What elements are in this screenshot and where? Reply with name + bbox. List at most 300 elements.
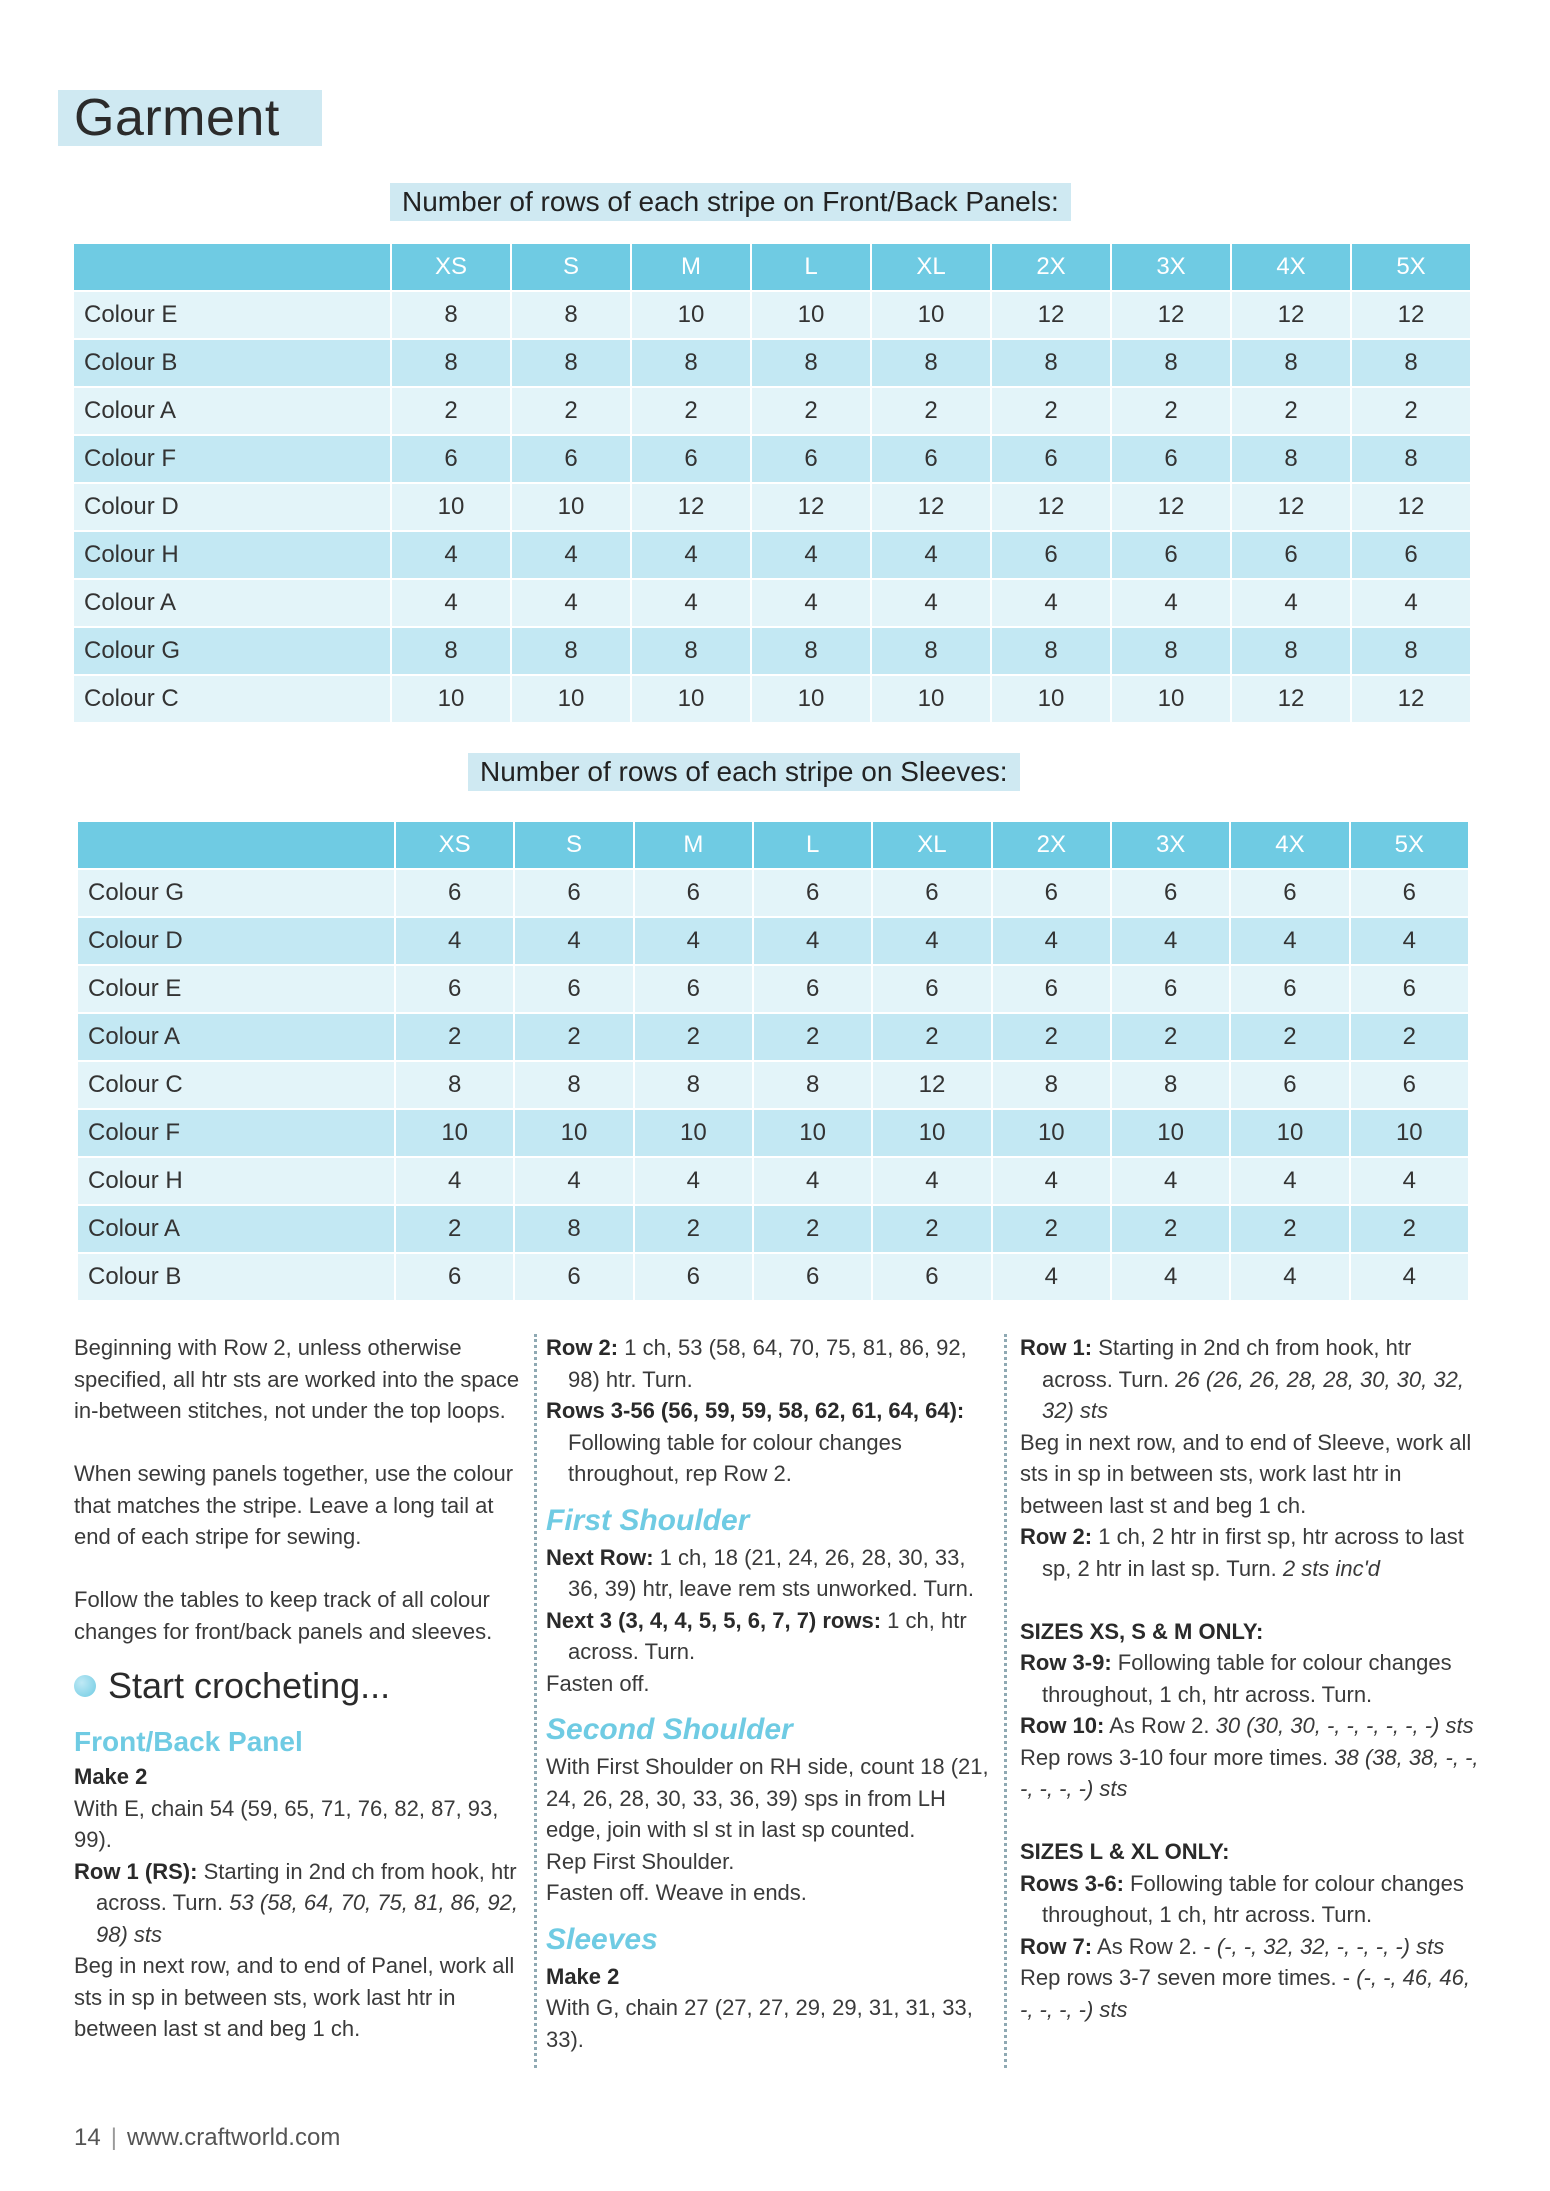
table-row <box>78 1062 1468 1110</box>
row-count-cell: 10 <box>752 676 870 724</box>
yarn-ball-icon <box>74 1675 96 1697</box>
size-header-xs: XS <box>392 244 510 292</box>
row-count-cell: 2 <box>1112 388 1230 436</box>
row-count-cell: 4 <box>512 532 630 580</box>
size-header-xl: XL <box>873 822 990 870</box>
row-count-cell: 8 <box>512 340 630 388</box>
sleeves-stripes-table <box>76 822 1470 1302</box>
colour-label: Colour H <box>78 1158 394 1206</box>
row-count-cell: 4 <box>392 532 510 580</box>
column-divider <box>1004 1334 1007 2068</box>
row-count-cell: 10 <box>1351 1110 1468 1158</box>
row-count-cell: 8 <box>635 1062 752 1110</box>
table-row <box>74 484 1470 532</box>
row-count-cell: 12 <box>992 484 1110 532</box>
stitch-count: 2 sts inc'd <box>1282 1555 1381 1581</box>
note-paragraph: With First Shoulder on RH side, count 18 (21, 24, 26, 28, 30, 33, 36, 39) sps in from LH edge, join with sl st in last sp counted. <box>546 1754 989 1842</box>
table-row <box>78 918 1468 966</box>
row-count-cell: 10 <box>752 292 870 340</box>
row-text: Starting in 2nd ch from hook, htr across. Turn. <box>96 1858 517 1915</box>
row-count-cell: 4 <box>993 1158 1110 1206</box>
row-count-cell: 12 <box>1232 484 1350 532</box>
row-count-cell: 6 <box>1112 870 1229 918</box>
row-count-cell: 4 <box>635 1158 752 1206</box>
row-count-cell: 2 <box>1112 1206 1229 1254</box>
row-count-cell: 10 <box>512 484 630 532</box>
row-count-cell: 6 <box>515 870 632 918</box>
size-header-m: M <box>635 822 752 870</box>
row-count-cell: 6 <box>1112 966 1229 1014</box>
intro-paragraph: When sewing panels together, use the colour that matches the stripe. Leave a long tail at end of each stripe for sewing. <box>74 1461 514 1549</box>
row-count-cell: 4 <box>1231 1254 1348 1302</box>
row-count-cell: 10 <box>1231 1110 1348 1158</box>
row-count-cell: 8 <box>515 1206 632 1254</box>
table-row <box>74 340 1470 388</box>
footer-divider: | <box>110 2124 117 2151</box>
row-count-cell: 6 <box>754 1254 871 1302</box>
row-count-cell: 2 <box>754 1206 871 1254</box>
row-count-cell: 8 <box>512 628 630 676</box>
row-count-cell: 4 <box>1112 580 1230 628</box>
row-count-cell: 10 <box>1112 1110 1229 1158</box>
fasten-off: Fasten off. Weave in ends. <box>546 1880 807 1905</box>
row-count-cell: 6 <box>512 436 630 484</box>
row-count-cell: 6 <box>993 966 1110 1014</box>
row-count-cell: 10 <box>872 676 990 724</box>
row-count-cell: 4 <box>872 532 990 580</box>
row-count-cell: 4 <box>635 918 752 966</box>
row-count-cell: 2 <box>752 388 870 436</box>
row-count-cell: 6 <box>392 436 510 484</box>
row-count-cell: 2 <box>754 1014 871 1062</box>
row-instruction <box>546 1605 994 1668</box>
table-row <box>74 580 1470 628</box>
row-count-cell: 8 <box>872 340 990 388</box>
row-count-cell: 6 <box>635 870 752 918</box>
row-count-cell: 2 <box>396 1206 513 1254</box>
row-count-cell: 10 <box>632 676 750 724</box>
row-text: Following table for colour changes throughout, 1 ch, htr across. Turn. <box>1042 1650 1452 1707</box>
footer-url[interactable]: www.craftworld.com <box>126 2124 341 2151</box>
row-count-cell: 4 <box>873 918 990 966</box>
make-count: Make 2 <box>74 1764 148 1789</box>
row-count-cell: 8 <box>992 628 1110 676</box>
start-heading <box>74 1661 522 1711</box>
stitch-count: 30 (30, 30, -, -, -, -, -, -) sts <box>1215 1713 1474 1738</box>
table-row <box>78 1158 1468 1206</box>
row-count-cell: 6 <box>1231 966 1348 1014</box>
row-count-cell: 2 <box>992 388 1110 436</box>
colour-label: Colour B <box>74 340 390 388</box>
colour-label: Colour A <box>74 580 390 628</box>
intro-paragraph: Beginning with Row 2, unless otherwise specified, all htr sts are worked into the space in-between stitches, not under the top loops. <box>74 1335 520 1423</box>
row-count-cell: 4 <box>752 580 870 628</box>
row-count-cell: 4 <box>754 1158 871 1206</box>
row-count-cell: 12 <box>872 484 990 532</box>
row-count-cell: 2 <box>635 1014 752 1062</box>
table-row <box>74 388 1470 436</box>
row-count-cell: 6 <box>752 436 870 484</box>
note-paragraph: Beg in next row, and to end of Panel, work all sts in sp in between sts, work last htr in between last st and beg 1 ch. <box>74 1953 515 2041</box>
row-count-cell: 6 <box>1112 436 1230 484</box>
row-count-cell: 12 <box>873 1062 990 1110</box>
repeat-text: Rep rows 3-10 four more times. <box>1020 1744 1335 1770</box>
row-count-cell: 10 <box>993 1110 1110 1158</box>
row-count-cell: 12 <box>632 484 750 532</box>
row-count-cell: 4 <box>392 580 510 628</box>
row-count-cell: 6 <box>993 870 1110 918</box>
row-count-cell: 6 <box>635 1254 752 1302</box>
row-text: 1 ch, 2 htr in first sp, htr across to last sp, 2 htr in last sp. Turn. <box>1042 1524 1464 1581</box>
colour-label: Colour F <box>78 1110 394 1158</box>
colour-label: Colour A <box>78 1206 394 1254</box>
row-count-cell: 8 <box>993 1062 1110 1110</box>
size-header-5x: 5X <box>1352 244 1470 292</box>
row-text: 1 ch, 53 (58, 64, 70, 75, 81, 86, 92, 98) htr. Turn. <box>568 1335 967 1392</box>
row-count-cell: 6 <box>992 532 1110 580</box>
row-label: Row 2: <box>1020 1524 1093 1549</box>
row-count-cell: 12 <box>1112 292 1230 340</box>
row-count-cell: 6 <box>515 966 632 1014</box>
column-divider <box>534 1334 537 2068</box>
row-count-cell: 2 <box>993 1206 1110 1254</box>
row-count-cell: 12 <box>1352 676 1470 724</box>
row-count-cell: 6 <box>1231 870 1348 918</box>
row-instruction <box>546 1332 994 1395</box>
table-row <box>78 966 1468 1014</box>
row-count-cell: 2 <box>993 1014 1110 1062</box>
row-count-cell: 4 <box>1112 1254 1229 1302</box>
row-count-cell: 6 <box>1351 1062 1468 1110</box>
row-instruction <box>1020 1710 1480 1742</box>
row-count-cell: 2 <box>873 1014 990 1062</box>
row-count-cell: 2 <box>1351 1206 1468 1254</box>
row-count-cell: 8 <box>752 628 870 676</box>
size-header-2x: 2X <box>993 822 1110 870</box>
row-count-cell: 4 <box>872 580 990 628</box>
first-shoulder-heading: First Shoulder <box>546 1503 750 1537</box>
sizes-heading: SIZES XS, S & M ONLY: <box>1020 1618 1264 1644</box>
row-count-cell: 8 <box>632 340 750 388</box>
row-count-cell: 6 <box>873 870 990 918</box>
row-count-cell: 8 <box>1352 628 1470 676</box>
front-back-table-caption: Number of rows of each stripe on Front/Back Panels: <box>390 183 1071 221</box>
row-label: Rows 3-6: <box>1020 1870 1124 1896</box>
row-count-cell: 6 <box>1232 532 1350 580</box>
row-count-cell: 6 <box>396 1254 513 1302</box>
row-count-cell: 2 <box>1231 1206 1348 1254</box>
table-row <box>78 1014 1468 1062</box>
row-count-cell: 4 <box>754 918 871 966</box>
size-header-5x: 5X <box>1351 822 1468 870</box>
row-count-cell: 4 <box>512 580 630 628</box>
row-text: Starting in 2nd ch from hook, htr across. Turn. <box>1042 1335 1412 1392</box>
row-count-cell: 4 <box>993 918 1110 966</box>
row-count-cell: 4 <box>1351 918 1468 966</box>
row-text: 1 ch, htr across. Turn. <box>568 1607 967 1664</box>
size-header-m: M <box>632 244 750 292</box>
size-header-l: L <box>752 244 870 292</box>
row-count-cell: 8 <box>632 628 750 676</box>
row-instruction <box>546 1542 994 1605</box>
row-label: Row 1: <box>1020 1335 1093 1360</box>
page-footer <box>74 2124 340 2152</box>
row-label: Next Row: <box>546 1544 654 1570</box>
row-instruction <box>74 1856 522 1951</box>
colour-label: Colour E <box>74 292 390 340</box>
sizes-heading: SIZES L & XL ONLY: <box>1020 1839 1230 1864</box>
row-count-cell: 2 <box>1112 1014 1229 1062</box>
row-count-cell: 12 <box>992 292 1110 340</box>
row-count-cell: 12 <box>1352 484 1470 532</box>
size-header-4x: 4X <box>1232 244 1350 292</box>
sleeves-heading: Sleeves <box>546 1922 658 1956</box>
table-row <box>74 532 1470 580</box>
colour-label: Colour G <box>74 628 390 676</box>
table-header-row <box>74 244 1470 292</box>
fasten-off: Fasten off. <box>546 1670 650 1696</box>
colour-label: Colour C <box>74 676 390 724</box>
row-count-cell: 4 <box>1351 1158 1468 1206</box>
repeat-text: Rep rows 3-7 seven more times. - <box>1020 1965 1357 1990</box>
row-count-cell: 10 <box>632 292 750 340</box>
table-row <box>78 1110 1468 1158</box>
row-count-cell: 8 <box>1232 340 1350 388</box>
intro-paragraph: Follow the tables to keep track of all colour changes for front/back panels and sleeves. <box>74 1587 493 1644</box>
chain-instruction: With E, chain 54 (59, 65, 71, 76, 82, 87, 93, 99). <box>74 1795 499 1852</box>
stitch-count: 53 (58, 64, 70, 75, 81, 86, 92, 98) sts <box>96 1890 518 1947</box>
row-count-cell: 10 <box>754 1110 871 1158</box>
row-count-cell: 2 <box>872 388 990 436</box>
row-count-cell: 10 <box>635 1110 752 1158</box>
row-count-cell: 12 <box>1232 292 1350 340</box>
row-count-cell: 6 <box>1351 966 1468 1014</box>
row-count-cell: 10 <box>872 292 990 340</box>
row-count-cell: 8 <box>754 1062 871 1110</box>
table-row <box>74 676 1470 724</box>
row-instruction <box>1020 1521 1480 1584</box>
row-count-cell: 8 <box>1352 436 1470 484</box>
size-header-s: S <box>512 244 630 292</box>
front-back-panel-heading: Front/Back Panel <box>74 1726 303 1757</box>
row-count-cell: 6 <box>873 1254 990 1302</box>
size-header-4x: 4X <box>1231 822 1348 870</box>
row-count-cell: 6 <box>515 1254 632 1302</box>
row-count-cell: 8 <box>392 340 510 388</box>
row-count-cell: 8 <box>752 340 870 388</box>
row-count-cell: 4 <box>993 1254 1110 1302</box>
row-instruction <box>546 1395 994 1490</box>
row-count-cell: 6 <box>754 870 871 918</box>
row-count-cell: 4 <box>632 580 750 628</box>
row-count-cell: 4 <box>1112 918 1229 966</box>
row-count-cell: 4 <box>515 918 632 966</box>
row-count-cell: 4 <box>396 918 513 966</box>
row-count-cell: 12 <box>1112 484 1230 532</box>
row-count-cell: 8 <box>1232 436 1350 484</box>
row-count-cell: 8 <box>1352 340 1470 388</box>
row-count-cell: 6 <box>1112 532 1230 580</box>
row-count-cell: 4 <box>752 532 870 580</box>
row-count-cell: 4 <box>992 580 1110 628</box>
table-row <box>78 870 1468 918</box>
row-count-cell: 2 <box>515 1014 632 1062</box>
row-count-cell: 12 <box>752 484 870 532</box>
table-header-row <box>78 822 1468 870</box>
row-count-cell: 8 <box>1112 340 1230 388</box>
make-count: Make 2 <box>546 1963 620 1989</box>
row-count-cell: 6 <box>873 966 990 1014</box>
size-header-2x: 2X <box>992 244 1110 292</box>
row-count-cell: 4 <box>1231 918 1348 966</box>
size-header-xs: XS <box>396 822 513 870</box>
repeat-instruction <box>1020 1962 1480 2025</box>
table-row <box>78 1206 1468 1254</box>
colour-label: Colour D <box>74 484 390 532</box>
row-count-cell: 8 <box>392 628 510 676</box>
front-back-stripes-table <box>72 244 1472 724</box>
row-label: Rows 3-56 (56, 59, 59, 58, 62, 61, 64, 64): <box>546 1398 965 1423</box>
row-count-cell: 10 <box>873 1110 990 1158</box>
stitch-count: 38 (38, 38, -, -, -, -, -, -) sts <box>1020 1744 1479 1801</box>
row-label: Row 1 (RS): <box>74 1858 198 1884</box>
colour-label: Colour A <box>78 1014 394 1062</box>
start-heading-text: Start crocheting... <box>108 1665 391 1706</box>
row-count-cell: 10 <box>396 1110 513 1158</box>
sleeves-table-caption: Number of rows of each stripe on Sleeves: <box>468 753 1020 791</box>
colour-label: Colour F <box>74 436 390 484</box>
row-count-cell: 6 <box>872 436 990 484</box>
row-count-cell: 4 <box>873 1158 990 1206</box>
colour-label: Colour A <box>74 388 390 436</box>
row-text: 1 ch, 18 (21, 24, 26, 28, 30, 33, 36, 39) htr, leave rem sts unworked. Turn. <box>568 1544 974 1601</box>
section-title: Garment <box>58 90 322 146</box>
row-count-cell: 4 <box>1232 580 1350 628</box>
row-text: As Row 2. <box>1104 1713 1216 1738</box>
row-text: As Row 2. - <box>1092 1933 1217 1959</box>
size-header-3x: 3X <box>1112 244 1230 292</box>
row-count-cell: 6 <box>1351 870 1468 918</box>
row-count-cell: 10 <box>392 484 510 532</box>
table-row <box>78 1254 1468 1302</box>
table-row <box>74 436 1470 484</box>
colour-label: Colour H <box>74 532 390 580</box>
row-instruction <box>1020 1868 1480 1931</box>
row-count-cell: 2 <box>632 388 750 436</box>
row-count-cell: 12 <box>1232 676 1350 724</box>
row-count-cell: 6 <box>396 870 513 918</box>
row-count-cell: 4 <box>1351 1254 1468 1302</box>
row-count-cell: 6 <box>635 966 752 1014</box>
row-count-cell: 10 <box>512 676 630 724</box>
table-row <box>74 292 1470 340</box>
row-count-cell: 4 <box>1352 580 1470 628</box>
note-paragraph: Rep First Shoulder. <box>546 1848 735 1874</box>
instructions-column-3 <box>1020 1332 1480 2025</box>
note-paragraph: Beg in next row, and to end of Sleeve, work all sts in sp in between sts, work last htr in between last st and beg 1 ch. <box>1020 1429 1472 1518</box>
row-count-cell: 8 <box>872 628 990 676</box>
stitch-count: (-, -, 46, 46, -, -, -, -) sts <box>1020 1965 1470 2022</box>
row-count-cell: 8 <box>396 1062 513 1110</box>
row-count-cell: 6 <box>1352 532 1470 580</box>
colour-label: Colour D <box>78 918 394 966</box>
row-count-cell: 2 <box>1231 1014 1348 1062</box>
row-count-cell: 2 <box>1351 1014 1468 1062</box>
row-count-cell: 8 <box>1112 1062 1229 1110</box>
row-instruction <box>1020 1332 1480 1427</box>
row-count-cell: 2 <box>512 388 630 436</box>
row-count-cell: 12 <box>1352 292 1470 340</box>
row-count-cell: 2 <box>396 1014 513 1062</box>
row-count-cell: 2 <box>873 1206 990 1254</box>
row-count-cell: 4 <box>396 1158 513 1206</box>
row-count-cell: 8 <box>512 292 630 340</box>
instructions-column-2 <box>546 1332 994 2055</box>
row-count-cell: 4 <box>1112 1158 1229 1206</box>
second-shoulder-heading: Second Shoulder <box>546 1713 793 1746</box>
table-row <box>74 628 1470 676</box>
row-count-cell: 6 <box>1231 1062 1348 1110</box>
row-count-cell: 8 <box>515 1062 632 1110</box>
colour-label: Colour C <box>78 1062 394 1110</box>
row-count-cell: 6 <box>754 966 871 1014</box>
row-count-cell: 4 <box>515 1158 632 1206</box>
row-count-cell: 4 <box>1231 1158 1348 1206</box>
row-count-cell: 8 <box>1112 628 1230 676</box>
row-count-cell: 4 <box>632 532 750 580</box>
row-text: Following table for colour changes throughout, rep Row 2. <box>568 1429 902 1486</box>
colour-label: Colour B <box>78 1254 394 1302</box>
page-number: 14 <box>74 2124 101 2151</box>
size-header-xl: XL <box>872 244 990 292</box>
size-header-s: S <box>515 822 632 870</box>
row-count-cell: 2 <box>1352 388 1470 436</box>
row-label: Row 2: <box>546 1335 619 1360</box>
row-label: Row 10: <box>1020 1713 1105 1738</box>
size-header-3x: 3X <box>1112 822 1229 870</box>
row-count-cell: 6 <box>396 966 513 1014</box>
row-count-cell: 2 <box>392 388 510 436</box>
row-count-cell: 10 <box>515 1110 632 1158</box>
size-header-l: L <box>754 822 871 870</box>
row-instruction <box>1020 1931 1480 1963</box>
row-count-cell: 8 <box>1232 628 1350 676</box>
row-count-cell: 8 <box>392 292 510 340</box>
header-blank <box>78 822 394 870</box>
header-blank <box>74 244 390 292</box>
colour-label: Colour G <box>78 870 394 918</box>
row-label: Row 7: <box>1020 1933 1093 1959</box>
colour-label: Colour E <box>78 966 394 1014</box>
row-count-cell: 8 <box>992 340 1110 388</box>
row-count-cell: 6 <box>992 436 1110 484</box>
stitch-count: (-, -, 32, 32, -, -, -, -) sts <box>1216 1933 1445 1959</box>
instructions-column-1 <box>74 1332 522 2045</box>
row-count-cell: 2 <box>1232 388 1350 436</box>
stitch-count: 26 (26, 26, 28, 28, 30, 30, 32, 32) sts <box>1042 1366 1464 1423</box>
row-instruction <box>1020 1647 1480 1710</box>
row-count-cell: 6 <box>632 436 750 484</box>
row-count-cell: 10 <box>992 676 1110 724</box>
row-count-cell: 10 <box>392 676 510 724</box>
row-count-cell: 10 <box>1112 676 1230 724</box>
row-text: Following table for colour changes throughout, 1 ch, htr across. Turn. <box>1042 1870 1464 1927</box>
row-label: Row 3-9: <box>1020 1650 1112 1675</box>
chain-instruction: With G, chain 27 (27, 27, 29, 29, 31, 31, 33, 33). <box>546 1995 973 2052</box>
row-count-cell: 2 <box>635 1206 752 1254</box>
repeat-instruction <box>1020 1742 1480 1805</box>
row-label: Next 3 (3, 4, 4, 5, 5, 6, 7, 7) rows: <box>546 1607 882 1633</box>
